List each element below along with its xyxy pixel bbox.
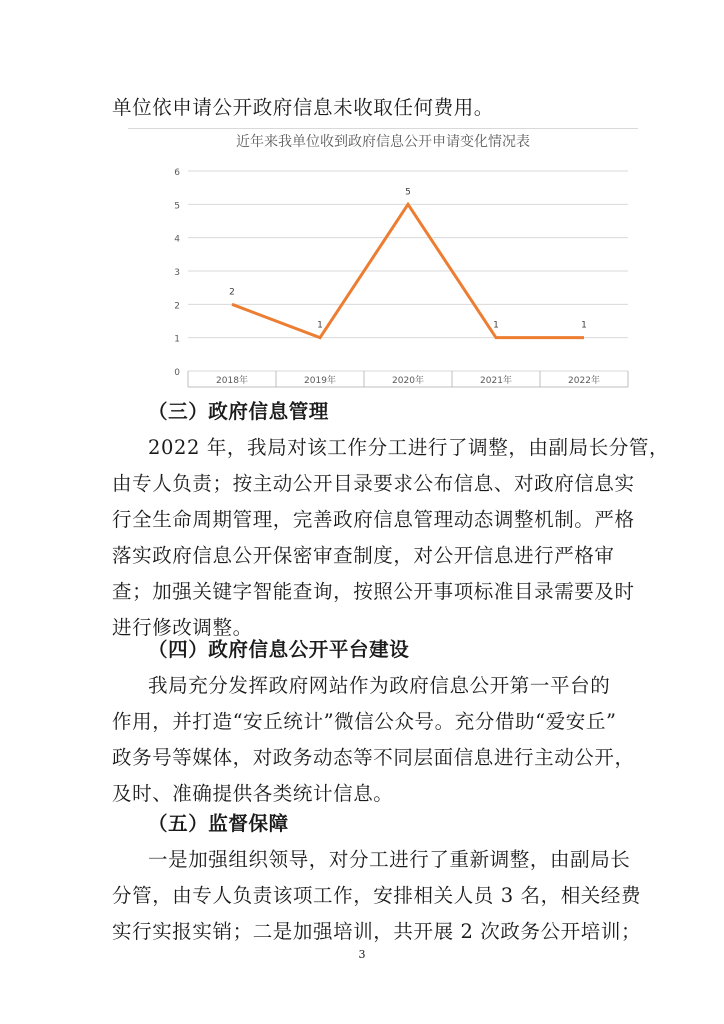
chart-title: 近年来我单位收到政府信息公开申请变化情况表 (236, 134, 530, 150)
line-chart (128, 128, 638, 389)
x-tick-label: 2022年 (568, 376, 600, 386)
section3-line: 进行修改调整。 (112, 616, 253, 639)
section3-line: 2022 年，我局对该工作分工进行了调整，由副局长分管， (148, 436, 670, 459)
section3-line: 行全生命周期管理，完善政府信息管理动态调整机制。严格 (112, 508, 635, 531)
x-tick-label: 2020年 (392, 376, 424, 386)
x-tick-label: 2019年 (304, 376, 336, 386)
chart-svg (128, 129, 638, 389)
section4-line: 我局充分发挥政府网站作为政府信息公开第一平台的 (148, 674, 611, 697)
y-tick-label: 3 (174, 268, 180, 278)
data-label: 2 (229, 287, 235, 298)
data-label: 1 (493, 320, 499, 331)
section5-line: 分管，由专人负责该项工作，安排相关人员 3 名，相关经费 (112, 884, 642, 907)
y-tick-label: 1 (174, 334, 180, 345)
x-tick-label: 2018年 (216, 376, 248, 386)
section4-line: 政务号等媒体，对政务动态等不同层面信息进行主动公开， (112, 746, 635, 769)
data-label: 1 (317, 320, 323, 331)
y-tick-label: 4 (174, 234, 180, 245)
section4-line: 及时、准确提供各类统计信息。 (112, 782, 394, 805)
page-number: 3 (358, 948, 366, 961)
section3-heading: （三）政府信息管理 (148, 400, 329, 423)
y-tick-label: 0 (174, 368, 180, 378)
section3-line: 落实政府信息公开保密审查制度，对公开信息进行严格审 (112, 544, 615, 567)
data-label: 5 (405, 187, 411, 198)
section5-heading: （五）监督保障 (148, 812, 289, 835)
section5-line: 实行实报实销；二是加强培训，共开展 2 次政务公开培训； (112, 920, 642, 943)
y-tick-label: 6 (174, 168, 180, 178)
section3-line: 查；加强关键字智能查询，按照公开事项标准目录需要及时 (112, 580, 635, 603)
section4-line: 作用，并打造“安丘统计”微信公众号。充分借助“爱安丘” (112, 710, 617, 733)
section3-line: 由专人负责；按主动公开目录要求公布信息、对政府信息实 (112, 472, 635, 495)
section5-line: 一是加强组织领导，对分工进行了重新调整，由副局长 (148, 848, 631, 871)
data-label: 1 (581, 320, 587, 331)
x-tick-label: 2021年 (480, 376, 512, 386)
section4-heading: （四）政府信息公开平台建设 (148, 638, 410, 661)
y-tick-label: 2 (174, 301, 180, 312)
intro-line: 单位依申请公开政府信息未收取任何费用。 (112, 96, 494, 119)
y-tick-label: 5 (174, 201, 180, 212)
